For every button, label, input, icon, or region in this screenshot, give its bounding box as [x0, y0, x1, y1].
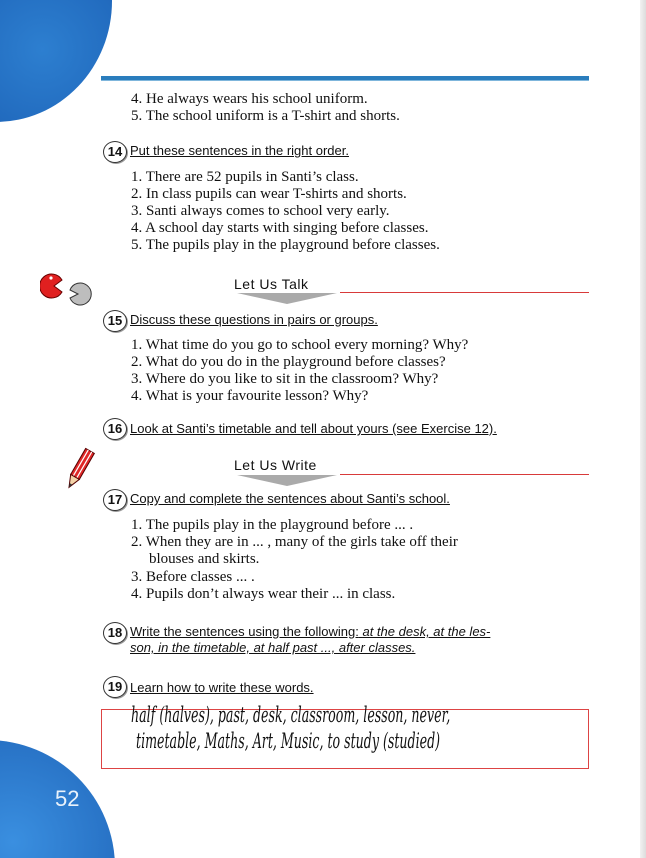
exercise-instruction-continuation [130, 640, 415, 655]
exercise-instruction: Put these sentences in the right order. [130, 143, 349, 158]
handwriting-line: timetable, Maths, Art, Music, to study (studied) [136, 729, 441, 753]
list-item: 1. The pupils play in the playground before ... . [131, 517, 414, 533]
exercise-instruction: Copy and complete the sentences about Santi’s school. [130, 491, 450, 506]
section-title: Let Us Talk [234, 276, 309, 292]
list-item-continuation: blouses and skirts. [149, 551, 260, 567]
list-item: 4. Pupils don’t always wear their ... in class. [131, 586, 396, 602]
top-rule [101, 76, 589, 81]
instruction-phrases: at the desk, at the les- [362, 624, 491, 639]
section-rule [340, 292, 589, 293]
talk-icon [40, 266, 92, 308]
instruction-text: Write the sentences using the following: [130, 624, 359, 639]
instruction-phrases: son, in the timetable, at half past ..., after classes. [130, 640, 416, 655]
handwriting-line: half (halves), past, desk, classroom, lesson, never, [131, 703, 451, 727]
pencil-icon [60, 446, 98, 494]
list-item: 2. What do you do in the playground before classes? [131, 354, 446, 370]
exercise-instruction: Learn how to write these words. [130, 680, 314, 695]
exercise-number-badge: 16 [103, 418, 127, 440]
list-item: 5. The pupils play in the playground before classes. [131, 237, 440, 253]
list-item: 5. The school uniform is a T-shirt and shorts. [131, 108, 400, 124]
section-arrow [237, 293, 337, 304]
exercise-number-badge: 15 [103, 310, 127, 332]
exercise-number-badge: 17 [103, 489, 127, 511]
exercise-instruction: Discuss these questions in pairs or groups. [130, 312, 378, 327]
list-item: 4. A school day starts with singing before classes. [131, 220, 429, 236]
list-item: 3. Before classes ... . [131, 569, 255, 585]
list-item: 1. There are 52 pupils in Santi’s class. [131, 169, 359, 185]
list-item: 2. When they are in ... , many of the girls take off their [131, 534, 458, 550]
exercise-number-badge: 14 [103, 141, 127, 163]
page-number: 52 [55, 786, 80, 811]
corner-decoration-top [0, 0, 112, 122]
list-item: 4. He always wears his school uniform. [131, 91, 368, 107]
list-item: 2. In class pupils can wear T-shirts and shorts. [131, 186, 407, 202]
exercise-number-badge: 19 [103, 676, 127, 698]
exercise-number-badge: 18 [103, 622, 127, 644]
exercise-instruction: Look at Santi’s timetable and tell about yours (see Exercise 12). [130, 421, 497, 436]
list-item: 1. What time do you go to school every morning? Why? [131, 337, 469, 353]
section-rule [340, 474, 589, 475]
list-item: 3. Santi always comes to school very early. [131, 203, 390, 219]
page-edge-shadow [640, 0, 646, 858]
list-item: 4. What is your favourite lesson? Why? [131, 388, 369, 404]
list-item: 3. Where do you like to sit in the classroom? Why? [131, 371, 439, 387]
exercise-instruction [130, 624, 490, 639]
section-title: Let Us Write [234, 457, 317, 473]
section-arrow [237, 475, 337, 486]
